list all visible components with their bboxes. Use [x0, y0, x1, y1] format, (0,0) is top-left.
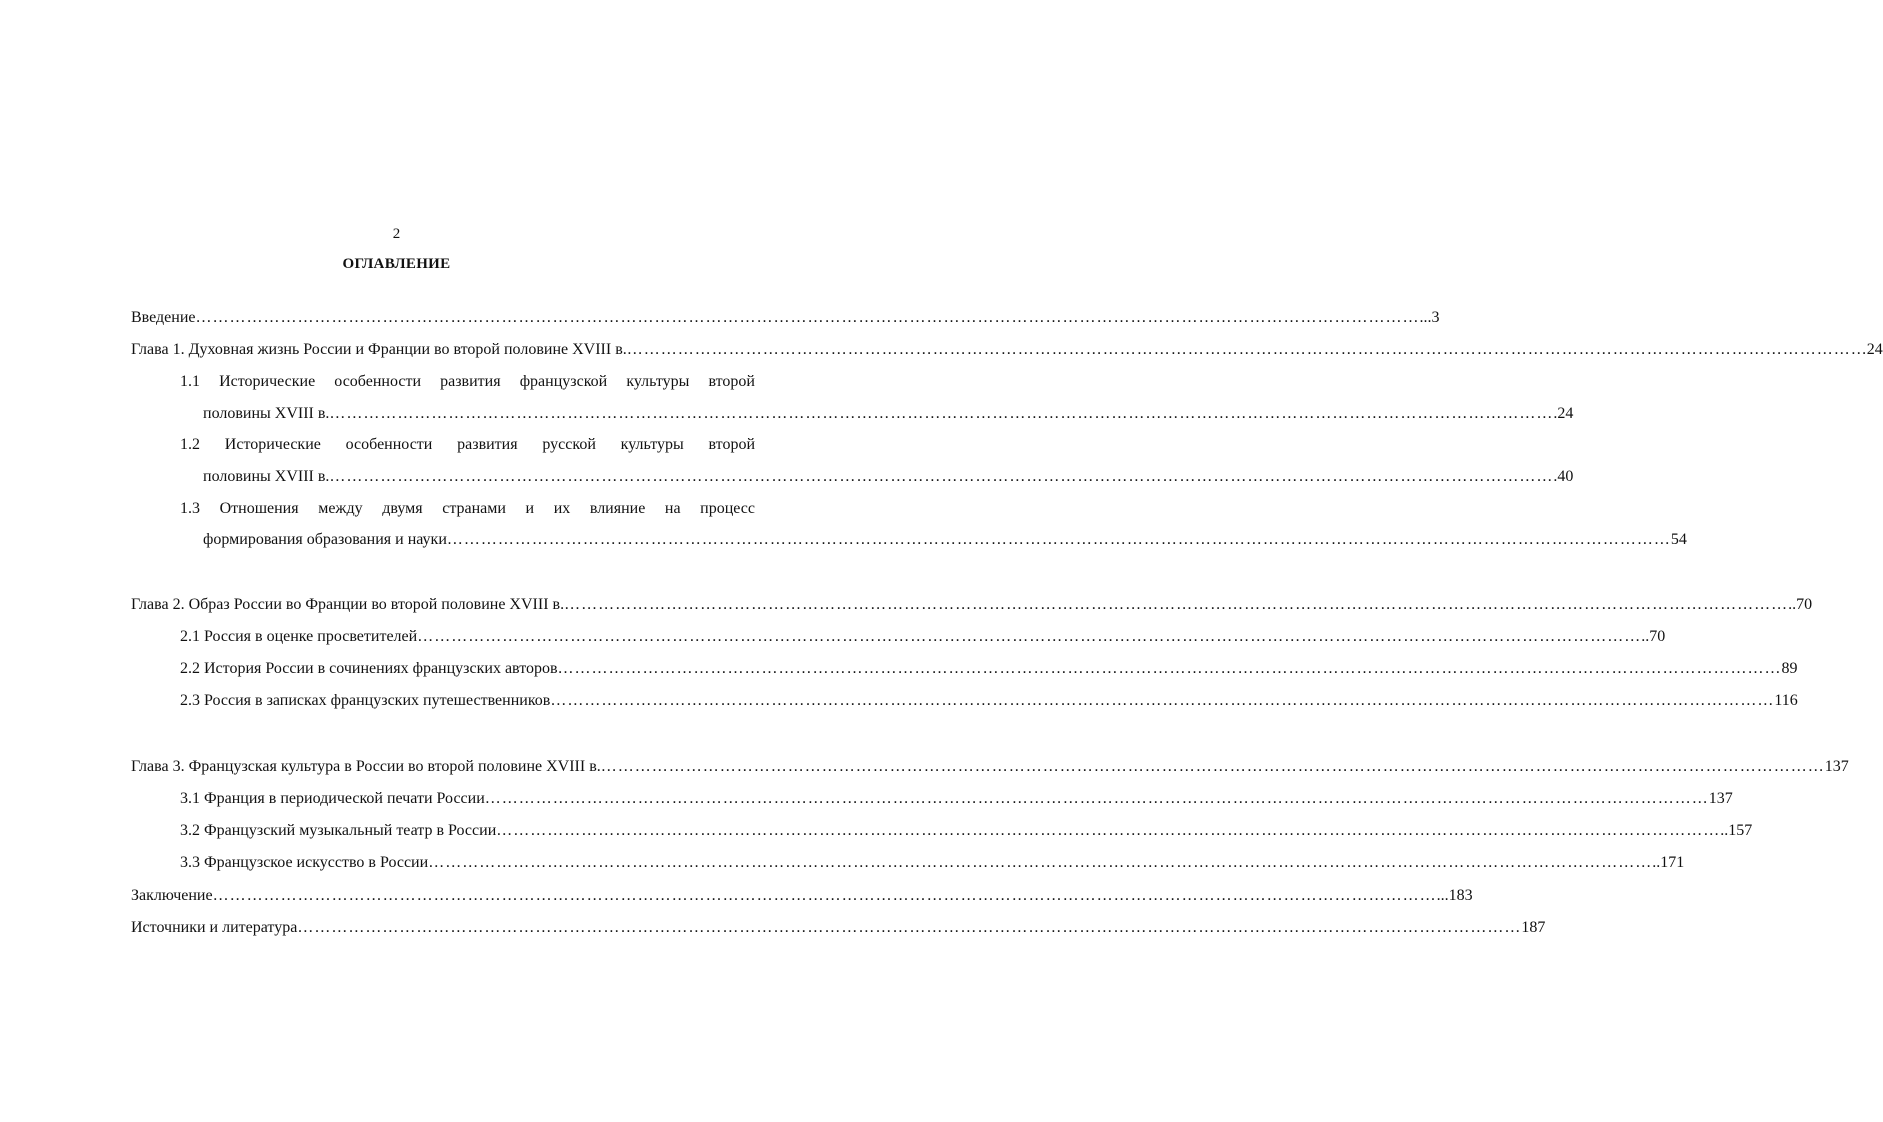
toc-leader-dots: ……………………………………………………………………………………………………………………………………………………………………………………………… — [550, 692, 1775, 709]
toc-entry-text: 3.2 Французский музыкальный театр в России — [180, 822, 497, 839]
toc-page-number: 137 — [1824, 758, 1849, 775]
toc-entry-2-1[interactable] — [180, 627, 1666, 647]
toc-entry-chapter-3[interactable] — [131, 757, 1849, 777]
toc-entry-1-1-line-1[interactable]: 1.1 Исторические особенности развития французской культуры второй — [180, 373, 755, 390]
toc-leader-dots: ……………………………………………………………………………………………………………………………………………………………………………………………… — [428, 854, 1653, 871]
toc-leader-dots: ……………………………………………………………………………………………………………………………………………………………………………………………… — [329, 468, 1554, 485]
toc-entry-2-3[interactable] — [180, 691, 1798, 711]
page-number: 2 — [392, 226, 401, 242]
toc-leader-dots: ……………………………………………………………………………………………………………………………………………………………………………………………… — [212, 887, 1437, 904]
toc-entry-sources[interactable] — [131, 918, 1546, 938]
toc-entry-chapter-1[interactable] — [131, 340, 1883, 360]
toc-page-number: ...3 — [1419, 309, 1440, 326]
toc-entry-text: 2.2 История России в сочинениях французских авторов — [180, 660, 558, 677]
toc-entry-text: формирования образования и науки — [203, 531, 447, 548]
toc-page-number: .24 — [1553, 405, 1574, 422]
toc-entry-text: Введение — [131, 309, 196, 326]
toc-entry-1-3-line-1[interactable]: 1.3 Отношения между двумя странами и их влияние на процесс — [180, 500, 755, 517]
toc-entry-3-2[interactable] — [180, 821, 1753, 841]
toc-entry-conclusion[interactable] — [131, 886, 1473, 906]
toc-leader-dots: ……………………………………………………………………………………………………………………………………………………………………………………………… — [496, 822, 1721, 839]
toc-leader-dots: ……………………………………………………………………………………………………………………………………………………………………………………………… — [564, 596, 1789, 613]
toc-entry-text: Заключение — [131, 887, 213, 904]
toc-entry-text: Глава 3. Французская культура в России во второй половине XVIII в. — [131, 758, 601, 775]
toc-leader-dots: ……………………………………………………………………………………………………………………………………………………………………………………………… — [484, 790, 1709, 807]
toc-page-number: 116 — [1774, 692, 1798, 709]
toc-entry-3-3[interactable] — [180, 853, 1685, 873]
toc-entry-3-1[interactable] — [180, 789, 1733, 809]
toc-leader-dots: ……………………………………………………………………………………………………………………………………………………………………………………………… — [600, 758, 1825, 775]
toc-entry-text: Источники и литература — [131, 919, 298, 936]
toc-leader-dots: ……………………………………………………………………………………………………………………………………………………………………………………………… — [557, 660, 1782, 677]
toc-page-number: ..157 — [1720, 822, 1753, 839]
page-title: ОГЛАВЛЕНИЕ — [342, 256, 451, 272]
toc-entry-text: Глава 1. Духовная жизнь России и Франции во второй половине XVIII в. — [131, 341, 627, 358]
toc-leader-dots: ……………………………………………………………………………………………………………………………………………………………………………………………… — [329, 405, 1554, 422]
toc-leader-dots: ……………………………………………………………………………………………………………………………………………………………………………………………… — [297, 919, 1522, 936]
toc-entry-text: 2.3 Россия в записках французских путешественников — [180, 692, 551, 709]
toc-page-number: ...183 — [1436, 887, 1473, 904]
toc-page-number: 137 — [1708, 790, 1733, 807]
toc-page-number: 54 — [1670, 531, 1687, 548]
toc-page-number: .40 — [1553, 468, 1574, 485]
toc-page-number: ..70 — [1641, 628, 1666, 645]
toc-entry-1-2-line-1[interactable]: 1.2 Исторические особенности развития русской культуры второй — [180, 436, 755, 453]
toc-entry-1-1[interactable] — [203, 404, 1574, 424]
toc-page-number: ..171 — [1652, 854, 1685, 871]
toc-entry-text: 3.1 Франция в периодической печати России — [180, 790, 485, 807]
toc-entry-text: 2.1 Россия в оценке просветителей — [180, 628, 418, 645]
toc-page-number: …24 — [1850, 341, 1883, 358]
toc-entry-2-2[interactable] — [180, 659, 1798, 679]
toc-entry-chapter-2[interactable] — [131, 595, 1813, 615]
toc-page-number: ..70 — [1788, 596, 1813, 613]
toc-entry-text: половины XVIII в. — [203, 468, 330, 485]
toc-entry-1-3[interactable] — [203, 530, 1687, 550]
toc-leader-dots: ……………………………………………………………………………………………………………………………………………………………………………………………… — [446, 531, 1671, 548]
toc-leader-dots: ……………………………………………………………………………………………………………………………………………………………………………………………… — [195, 309, 1420, 326]
toc-entry-text: Глава 2. Образ России во Франции во второй половине XVIII в. — [131, 596, 565, 613]
toc-page-number: 187 — [1521, 919, 1546, 936]
toc-entry-intro[interactable] — [131, 308, 1440, 328]
toc-entry-text: половины XVIII в. — [203, 405, 330, 422]
toc-entry-1-2[interactable] — [203, 467, 1574, 487]
toc-page-number: 89 — [1781, 660, 1798, 677]
toc-entry-text: 3.3 Французское искусство в России — [180, 854, 429, 871]
toc-leader-dots: ……………………………………………………………………………………………………………………………………………………………………………………………… — [417, 628, 1642, 645]
toc-leader-dots: ……………………………………………………………………………………………………………………………………………………………………………………………… — [626, 341, 1851, 358]
